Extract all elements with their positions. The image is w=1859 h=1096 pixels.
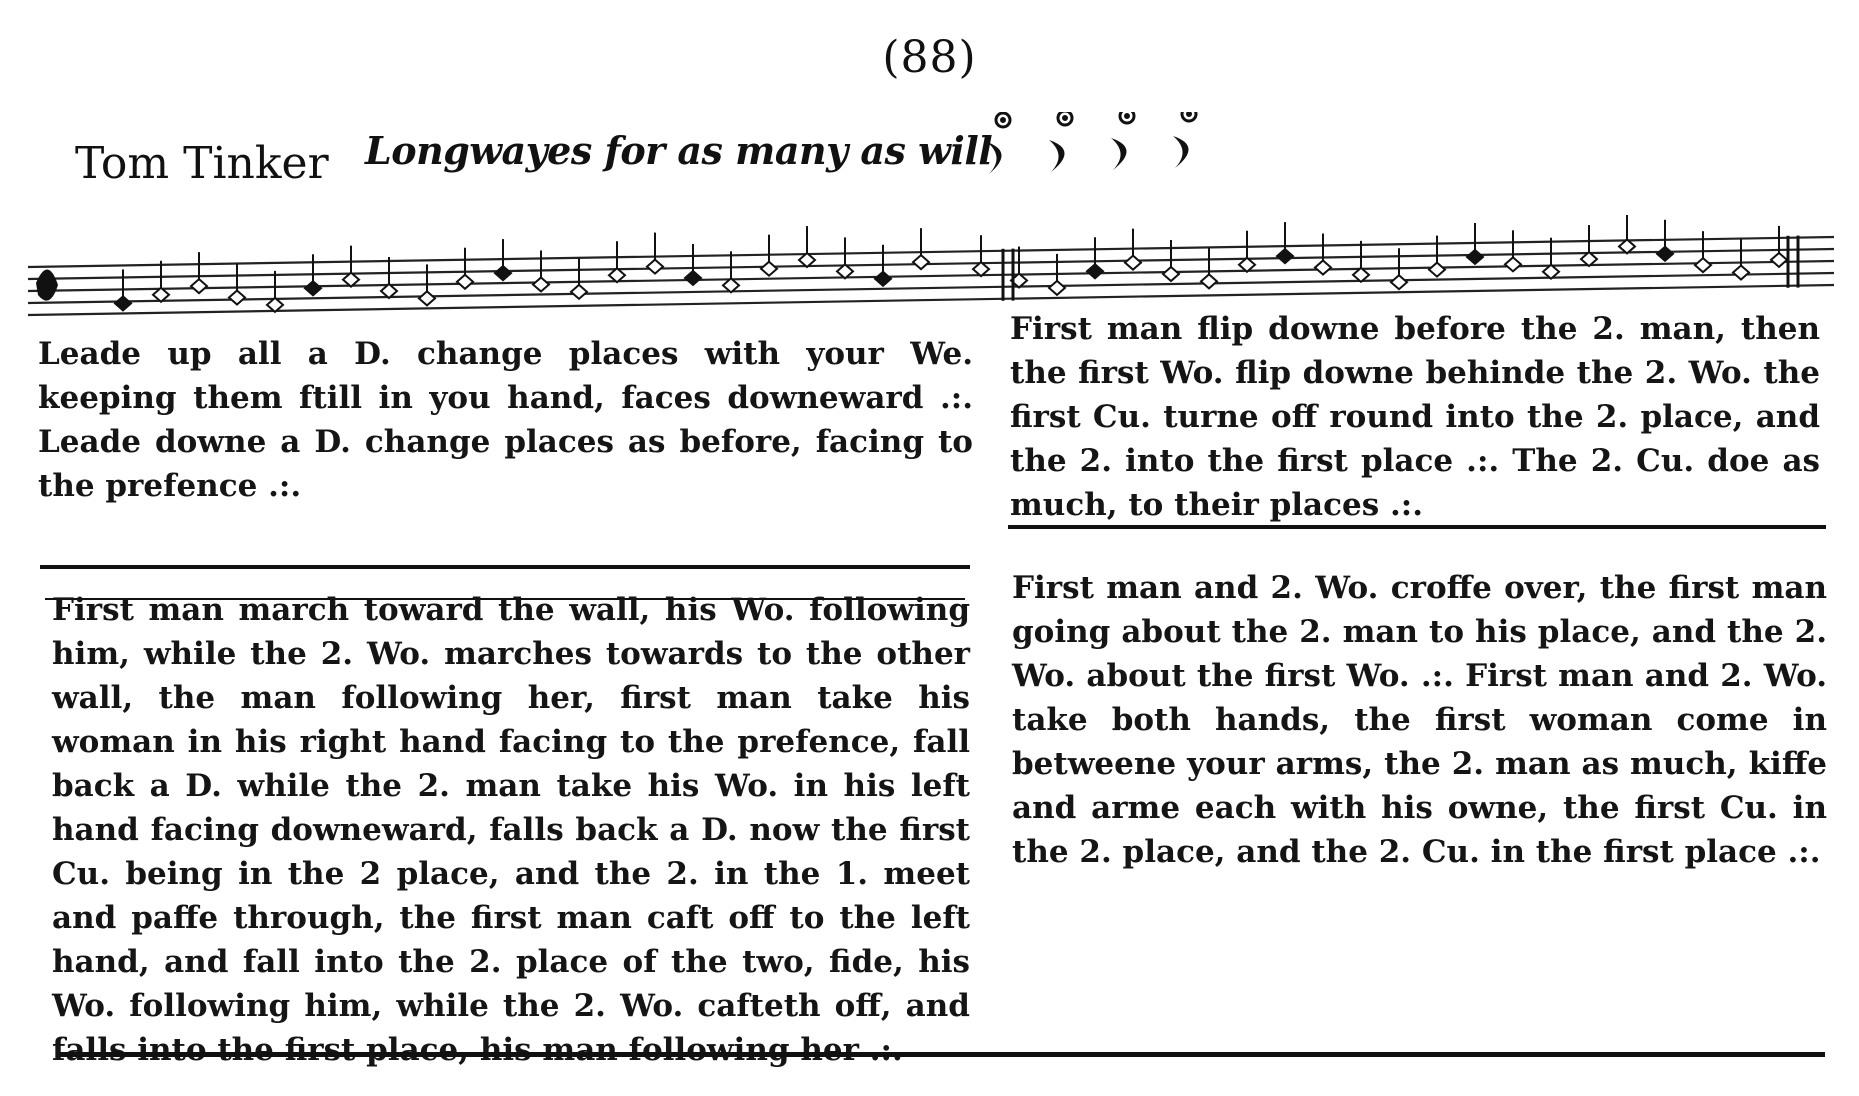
note-head	[1467, 250, 1483, 264]
couple-symbols-icon	[975, 112, 1205, 192]
bottom-rule	[60, 1052, 1825, 1057]
note-head	[1201, 274, 1217, 288]
note-head	[457, 275, 473, 289]
staff-line	[28, 249, 1834, 279]
note-head	[685, 271, 701, 285]
note-head	[1049, 281, 1065, 295]
note-head	[419, 291, 435, 305]
couple-symbols	[975, 112, 1205, 192]
dance-header	[75, 112, 1175, 192]
note-head	[533, 277, 549, 291]
note-head	[913, 255, 929, 269]
divider-rule	[40, 565, 970, 569]
note-head	[875, 272, 891, 286]
note-head	[1733, 266, 1749, 280]
note-head	[647, 260, 663, 274]
tune-title: Tom Tinker	[75, 138, 329, 189]
staff-line	[28, 237, 1834, 267]
note-head	[229, 291, 245, 305]
note-head	[1391, 275, 1407, 289]
divider-rule	[1008, 525, 1826, 529]
note-head	[1505, 257, 1521, 271]
figure-3-text: First man march toward the wall, his Wo. following him, while the 2. Wo. marches towards to the other wall, the man following her, first man take his woman in his right hand facing to the prefence, fall back a D. while the 2. man take his Wo. in his left hand facing downeward, falls back a D. now the first Cu. being in the 2 place, and the 2. in the 1. meet and paffe through, the first man caft off to the left hand, and fall into the 2. place of the two, fide, his Wo. following him, while the 2. Wo. cafteth off, and falls into the first place, his man following her .:.	[52, 592, 970, 1068]
note-head	[1429, 263, 1445, 277]
staff-line	[28, 261, 1834, 291]
note-head	[1315, 260, 1331, 274]
note-head	[191, 279, 207, 293]
formation-text: Longwayes for as many as will	[365, 128, 993, 173]
page-number: (88)	[882, 32, 977, 83]
note-head	[1125, 256, 1141, 270]
note-head	[1695, 258, 1711, 272]
staff-line	[28, 273, 1834, 303]
note-head	[761, 262, 777, 276]
note-head	[1657, 247, 1673, 261]
figure-1-text: Leade up all a D. change places with your We. keeping them ftill in you hand, faces downeward .:. Leade downe a D. change places as before, facing to the prefence .:.	[38, 336, 973, 504]
note-head	[305, 281, 321, 295]
figure-4-text: First man and 2. Wo. croffe over, the first man going about the 2. man to his place, and the 2. Wo. about the first Wo. .:. First man and 2. Wo. take both hands, the first woman come in betweene your arms, the 2. man as much, kiffe and arme each with his owne, the first Cu. in the 2. place, and the 2. Cu. in the first place .:.	[1012, 570, 1827, 870]
figure-2-text: First man flip downe before the 2. man, then the first Wo. flip downe behinde the 2. Wo. the first Cu. turne off round into the 2. place, and the 2. into the first place .:. The 2. Cu. doe as much, to their places .:.	[1010, 311, 1820, 523]
note-head	[1771, 253, 1787, 267]
note-head	[115, 296, 131, 310]
note-head	[571, 285, 587, 299]
note-head	[1163, 267, 1179, 281]
note-head	[495, 266, 511, 280]
note-head	[1277, 249, 1293, 263]
note-head	[1087, 264, 1103, 278]
clef-icon	[36, 269, 58, 300]
